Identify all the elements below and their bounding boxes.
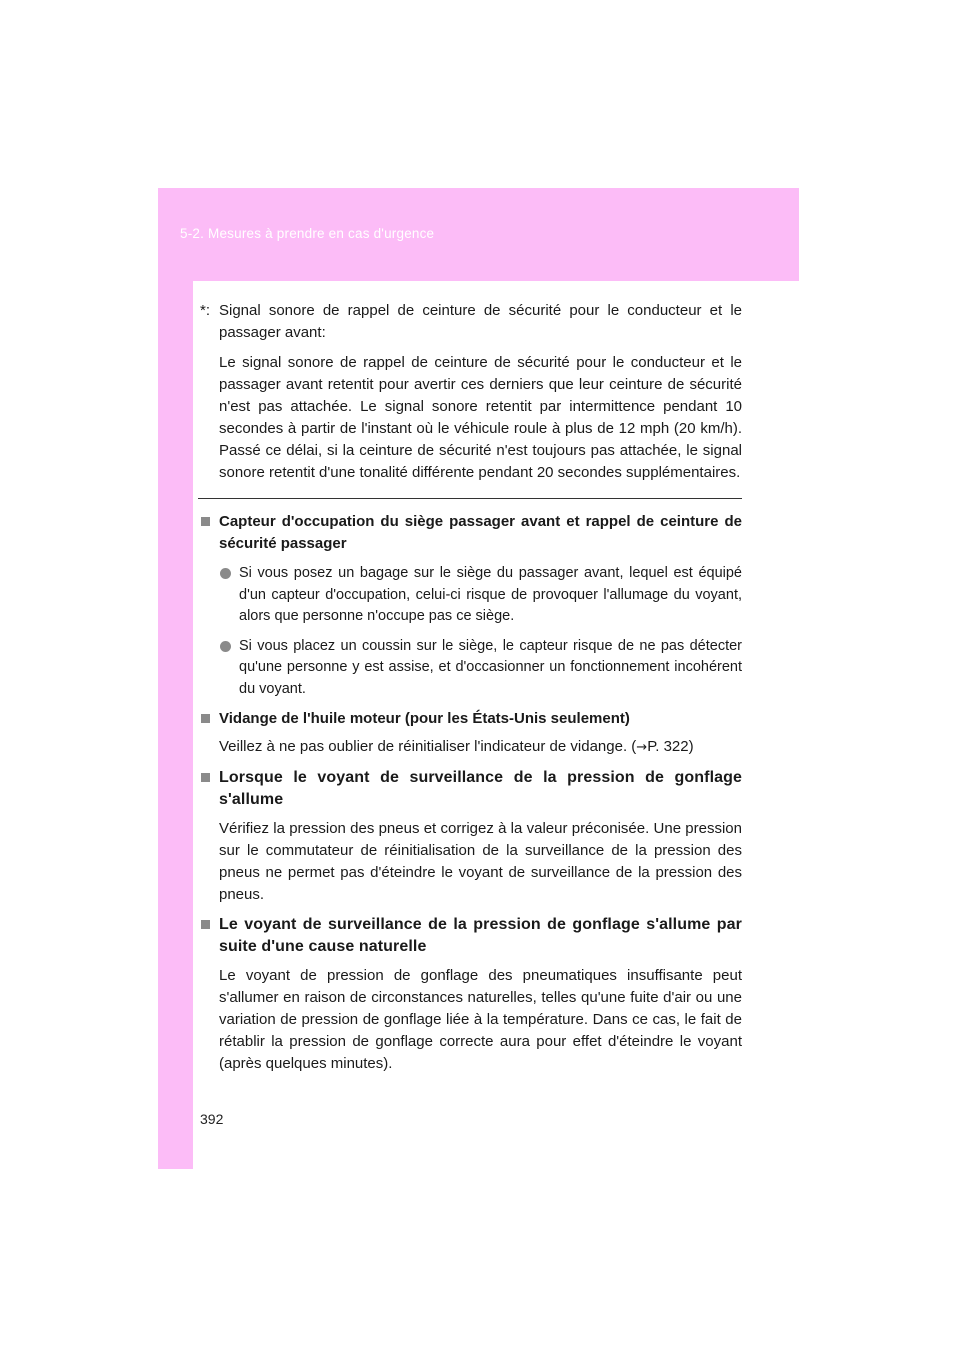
bullet-list bbox=[200, 563, 742, 700]
square-bullet-icon bbox=[201, 920, 210, 929]
circle-bullet-icon bbox=[220, 568, 231, 579]
section-natural-cause bbox=[200, 914, 742, 1075]
section-title: Le voyant de surveillance de la pression de gonflage s'allume par suite d'une cause naturelle bbox=[200, 914, 742, 958]
section-body: Le voyant de pression de gonflage des pneumatiques insuffisante peut s'allumer en raison de circonstances naturelles, telles qu'une fuite d'air ou une variation de pression de gonflage liée à la température. Dans ce cas, le fait de rétablir la pression de gonflage correcte aura pour effet d'éteindre le voyant (après quelques minutes). bbox=[219, 967, 742, 1072]
circle-bullet-icon bbox=[220, 641, 231, 652]
arrow-right-icon: → bbox=[636, 740, 648, 755]
footnote-title: Signal sonore de rappel de ceinture de sécurité pour le conducteur et le passager avant: bbox=[219, 302, 742, 341]
section-title: Lorsque le voyant de surveillance de la pression de gonflage s'allume bbox=[200, 767, 742, 811]
section-body: Vérifiez la pression des pneus et corrigez à la valeur préconisée. Une pression sur le commutateur de réinitialisation de la surveillance de la pression des pneus ne permet pas d'éteindre le voyant de surveillance de la pression des pneus. bbox=[219, 820, 742, 903]
page-number: 392 bbox=[200, 1111, 224, 1127]
page-content bbox=[200, 300, 742, 1075]
section-occupant-sensor bbox=[200, 511, 742, 700]
square-bullet-icon bbox=[201, 773, 210, 782]
section-title: Vidange de l'huile moteur (pour les États-Unis seulement) bbox=[200, 708, 742, 730]
side-margin-band bbox=[158, 281, 193, 1169]
divider-line bbox=[198, 498, 742, 499]
list-item: Si vous placez un coussin sur le siège, le capteur risque de ne pas détecter qu'une personne y est assise, et d'occasionner un fonctionnement incohérent du voyant. bbox=[219, 636, 742, 701]
footnote bbox=[200, 300, 742, 484]
page-reference-link[interactable]: P. 322) bbox=[647, 738, 694, 755]
footnote-body: Le signal sonore de rappel de ceinture de sécurité pour le conducteur et le passager avant retentit pour avertir ces derniers que leur ceinture de sécurité n'est pas attachée. Le signal sonore retentit par intermittence pendant 10 secondes à partir de l'instant où le véhicule roule à plus de 12 mph (20 km/h). Passé ce délai, si la ceinture de sécurité n'est toujours pas attachée, le signal sonore retentit d'une tonalité différente pendant 20 secondes supplémentaires. bbox=[219, 354, 742, 481]
section-title: Capteur d'occupation du siège passager avant et rappel de ceinture de sécurité passager bbox=[200, 511, 742, 555]
section-oil-change bbox=[200, 708, 742, 759]
section-label: 5-2. Mesures à prendre en cas d'urgence bbox=[180, 226, 435, 241]
square-bullet-icon bbox=[201, 517, 210, 526]
section-tire-pressure-light bbox=[200, 767, 742, 906]
section-body: Veillez à ne pas oublier de réinitialiser l'indicateur de vidange. (→P. 322) bbox=[219, 738, 694, 755]
list-item: Si vous posez un bagage sur le siège du passager avant, lequel est équipé d'un capteur d'occupation, celui-ci risque de provoquer l'allumage du voyant, alors que personne n'occupe pas ce siège. bbox=[219, 563, 742, 628]
footnote-mark: *: bbox=[200, 302, 211, 319]
square-bullet-icon bbox=[201, 714, 210, 723]
